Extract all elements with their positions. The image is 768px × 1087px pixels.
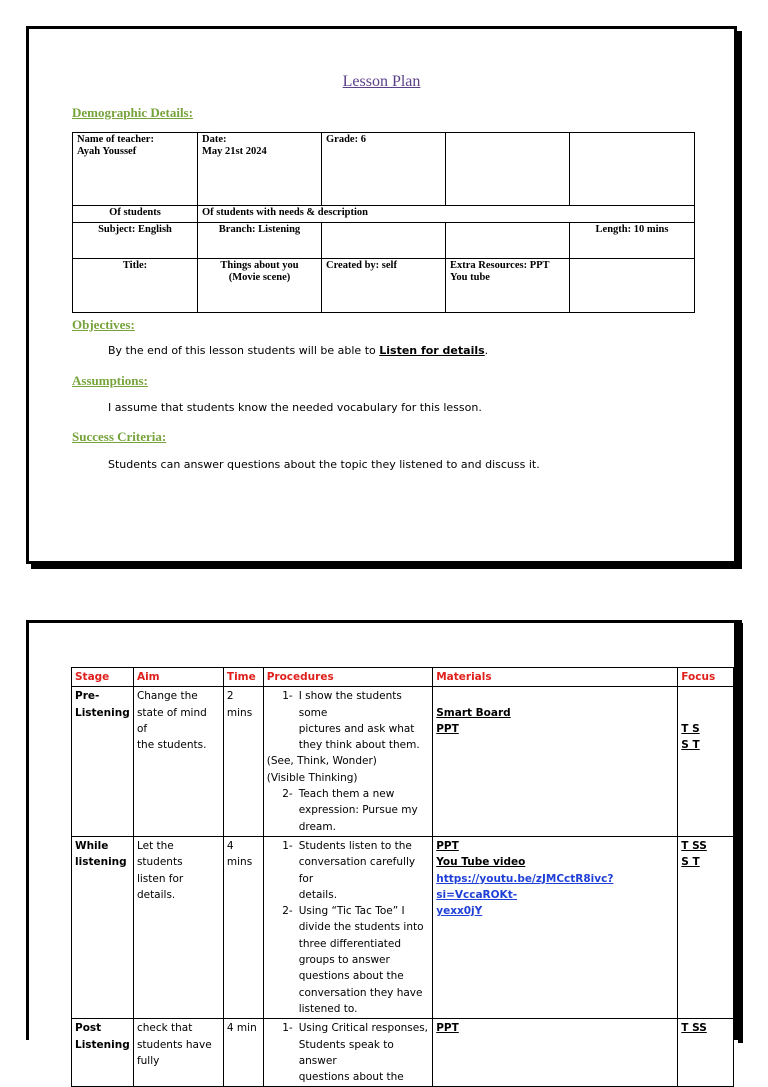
procedure-text	[299, 688, 430, 753]
header-stage: Stage	[72, 668, 134, 687]
spacer	[681, 688, 730, 704]
procedures-cell	[263, 1019, 433, 1087]
stage-line: Post	[75, 1022, 102, 1035]
materials-cell	[433, 836, 678, 1018]
page-title: Lesson Plan	[342, 73, 421, 90]
procedure-line: they think about them.	[298, 739, 420, 752]
date-cell	[198, 133, 322, 206]
empty-cell	[570, 133, 695, 206]
procedure-line: Students speak to answer	[298, 1038, 394, 1067]
date-value: May 21st 2024	[202, 146, 267, 157]
procedure-line: divide the students into	[298, 921, 424, 934]
demographic-table	[72, 132, 695, 313]
date-label: Date:	[202, 134, 227, 145]
procedure-item	[267, 1020, 430, 1085]
header-procedures: Procedures	[263, 668, 433, 687]
aim-line: state of mind of	[136, 706, 207, 735]
teacher-name: Ayah Youssef	[77, 146, 137, 157]
aim-line: Change the	[136, 690, 198, 703]
teacher-label: Name of teacher:	[77, 134, 154, 145]
title-value-cell	[198, 259, 322, 313]
aim-line: check that	[136, 1022, 193, 1035]
header-focus: Focus	[678, 668, 734, 687]
aim-line: the students.	[136, 739, 207, 752]
procedure-note: (See, Think, Wonder)	[266, 755, 377, 768]
procedure-line: dream.	[298, 820, 336, 833]
time-line: mins	[226, 706, 253, 719]
assumptions-heading: Assumptions:	[72, 373, 148, 388]
procedure-item	[267, 786, 430, 835]
procedure-line: conversation they have	[298, 986, 423, 999]
materials-cell	[433, 1019, 678, 1087]
procedure-table	[71, 667, 734, 1087]
stage-cell	[72, 836, 134, 1018]
empty-cell	[570, 259, 695, 313]
stage-line: Pre-	[75, 690, 100, 703]
success-criteria-heading: Success Criteria:	[72, 429, 167, 444]
procedure-item	[267, 838, 430, 903]
procedure-line: questions about the	[298, 970, 404, 983]
extra-resources-cell	[446, 259, 570, 313]
empty-cell	[446, 133, 570, 206]
stage-line: Listening	[75, 1038, 130, 1051]
focus-line: T SS	[681, 839, 707, 852]
created-by-cell: Created by: self	[322, 259, 446, 313]
lesson-plan-page-1	[26, 26, 737, 564]
material-item: PPT	[436, 1022, 459, 1035]
aim-line: listen for	[136, 872, 184, 885]
procedure-line: expression: Pursue my	[298, 804, 418, 817]
aim-cell	[133, 836, 223, 1018]
procedure-number: 2-	[282, 788, 293, 801]
procedure-line: details.	[298, 888, 338, 901]
procedure-text	[299, 786, 418, 835]
youtube-link[interactable]: https://youtu.be/zJMCctR8ivc?si=VccaROKt-	[436, 872, 614, 901]
title-label-cell: Title:	[73, 259, 198, 313]
material-item: PPT	[436, 722, 459, 735]
procedure-text	[299, 903, 424, 1017]
material-item: PPT	[436, 839, 459, 852]
procedure-item	[267, 903, 430, 1017]
material-item: Smart Board	[436, 706, 511, 719]
time-cell	[223, 687, 263, 837]
stage-line: While	[75, 839, 109, 852]
spacer	[681, 705, 730, 721]
focus-cell	[678, 1019, 734, 1087]
time-line: 4	[226, 839, 234, 852]
procedures-cell	[263, 836, 433, 1018]
of-students-needs-cell: Of students with needs & description	[198, 206, 695, 223]
objectives-heading: Objectives:	[72, 317, 135, 332]
procedure-number: 1-	[282, 1022, 293, 1035]
stage-cell	[72, 687, 134, 837]
aim-line: details.	[136, 888, 176, 901]
youtube-link[interactable]: yexx0jY	[436, 905, 483, 918]
table-row	[72, 687, 734, 837]
procedures-cell	[263, 687, 433, 837]
aim-line: fully	[136, 1054, 160, 1067]
header-materials: Materials	[433, 668, 678, 687]
procedure-line: Students listen to the	[298, 839, 412, 852]
objectives-text	[108, 344, 488, 357]
success-criteria-text: Students can answer questions about the topic they listened to and discuss it.	[108, 458, 540, 471]
objectives-text-after: .	[484, 344, 489, 357]
aim-cell	[133, 1019, 223, 1087]
procedure-text	[299, 838, 430, 903]
aim-cell	[133, 687, 223, 837]
demographic-heading: Demographic Details:	[72, 105, 193, 120]
header-aim: Aim	[133, 668, 223, 687]
spacer	[436, 688, 674, 704]
focus-cell	[678, 836, 734, 1018]
procedure-line: questions about the	[298, 1071, 404, 1084]
procedure-line: Using Critical responses,	[298, 1022, 429, 1035]
empty-cell	[446, 223, 570, 259]
extra-resources-line-2: You tube	[450, 272, 490, 283]
of-students-cell: Of students	[73, 206, 198, 223]
focus-line: T SS	[681, 1022, 707, 1035]
focus-cell	[678, 687, 734, 837]
page-edge-bar	[738, 623, 743, 1043]
stage-line: Listening	[75, 706, 130, 719]
length-cell: Length: 10 mins	[570, 223, 695, 259]
aim-line: Let the students	[136, 839, 183, 869]
procedure-item	[267, 688, 430, 753]
procedure-number: 1-	[282, 690, 293, 703]
stage-cell	[72, 1019, 134, 1087]
table-row	[72, 836, 734, 1018]
procedure-line: listened to.	[298, 1002, 358, 1015]
material-item: You Tube video	[436, 856, 526, 869]
header-time: Time	[223, 668, 263, 687]
procedure-line: Teach them a new	[298, 788, 395, 801]
aim-line: students have	[136, 1038, 212, 1051]
focus-line: S T	[681, 856, 700, 869]
procedure-line: three differentiated	[298, 937, 402, 950]
table-row	[72, 1019, 734, 1087]
procedure-line: groups to answer	[298, 954, 390, 967]
time-cell	[223, 836, 263, 1018]
materials-cell	[433, 687, 678, 837]
grade-cell: Grade: 6	[322, 133, 446, 206]
teacher-cell	[73, 133, 198, 206]
procedure-line: I show the students some	[298, 690, 402, 719]
time-line: 2	[226, 690, 234, 703]
time-line: 4 min	[226, 1022, 257, 1035]
title-value-line-2: (Movie scene)	[228, 272, 291, 283]
branch-cell: Branch: Listening	[198, 223, 322, 259]
assumptions-text: I assume that students know the needed vocabulary for this lesson.	[108, 401, 482, 414]
extra-resources-line-1: Extra Resources: PPT	[450, 260, 550, 271]
stage-line: listening	[75, 856, 127, 869]
objectives-text-before: By the end of this lesson students will be able to	[108, 344, 380, 357]
table-header-row	[72, 668, 734, 687]
focus-line: T S	[681, 722, 700, 735]
procedure-number: 1-	[282, 839, 293, 852]
focus-line: S T	[681, 739, 700, 752]
procedure-note: (Visible Thinking)	[266, 771, 358, 784]
procedure-line: conversation carefully for	[298, 856, 416, 885]
title-value-line-1: Things about you	[220, 260, 299, 271]
time-cell	[223, 1019, 263, 1087]
procedure-line: pictures and ask what	[298, 722, 415, 735]
subject-cell: Subject: English	[73, 223, 198, 259]
empty-cell	[322, 223, 446, 259]
lesson-plan-page-2	[26, 620, 737, 1084]
procedure-number: 2-	[282, 905, 293, 918]
procedure-line: Using “Tic Tac Toe” I	[298, 905, 405, 918]
time-line: mins	[226, 856, 253, 869]
procedure-text	[299, 1020, 430, 1085]
objectives-bold: Listen for details	[379, 344, 485, 357]
